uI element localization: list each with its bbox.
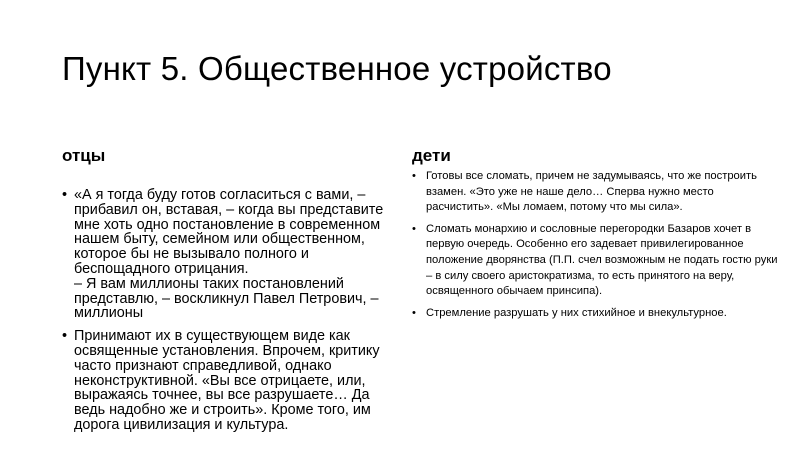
list-item — [412, 222, 782, 300]
children-heading: дети — [412, 146, 451, 165]
fathers-heading: отцы — [62, 146, 106, 165]
bullet-icon: • — [62, 328, 68, 345]
bullet-icon: • — [412, 306, 416, 319]
bullet-icon: • — [412, 170, 416, 182]
list-item-text: Стремление разрушать у них стихийное и внекультурное. — [426, 306, 727, 319]
list-item — [412, 306, 782, 322]
list-item — [412, 169, 782, 216]
list-item-text: «А я тогда буду готов согласиться с вами, – прибавил он, вставая, – когда вы представите мне хоть одно постановление в современном нашем быту, семейном или общественном, которое бы не вызывало полного и беспощадного отрицания. — [74, 187, 384, 277]
list-item-text: Принимают их в существующем виде как освященные установления. Впрочем, критику часто признают справедливой, однако неконструктивной. «Вы все отрицаете, или, выражаясь точнее, вы все разрушаете… Да ведь надобно же и строить». Кроме того, им дорога цивилизация и культура. — [74, 328, 380, 433]
bullet-icon: • — [412, 222, 416, 235]
list-item — [62, 329, 392, 433]
fathers-list — [62, 188, 392, 441]
list-item — [62, 188, 392, 321]
list-item-text: Сломать монархию и сословные перегородки Базаров хочет в первую очередь. Особенно его задевает привилегированное положение дворянства (П.П. счел возможным не подать гостю руки – в силу своего аристократизма, то есть принятого на веру, освященного обычаем принсипа). — [426, 222, 778, 298]
list-item-continuation: – Я вам миллионы таких постановлений представлю, – воскликнул Павел Петрович, – миллионы — [74, 275, 379, 322]
bullet-icon: • — [62, 187, 68, 203]
slide-title: Пункт 5. Общественное устройство — [62, 50, 612, 87]
children-list — [412, 169, 782, 327]
list-item-text: Готовы все сломать, причем не задумываясь, что же построить взамен. «Это уже не наше дело… Сперва нужно место расчистить». «Мы ломаем, потому что мы сила». — [426, 170, 757, 214]
